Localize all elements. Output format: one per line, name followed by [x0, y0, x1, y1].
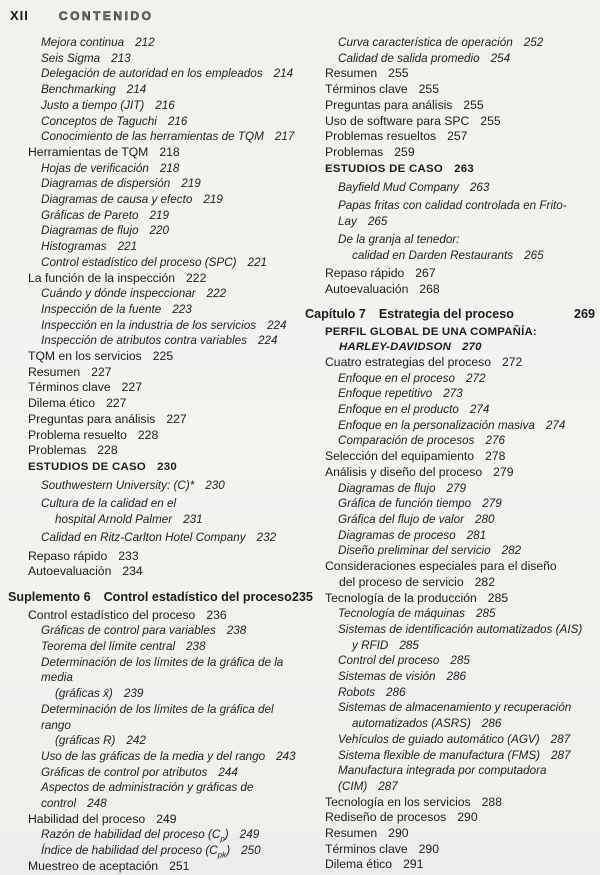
- entry-title: Preguntas para análisis: [28, 411, 156, 426]
- page-ref: 218: [159, 161, 180, 175]
- toc-entry: [8, 365, 300, 381]
- page-ref: 255: [463, 97, 484, 112]
- entry-title: Habilidad del proceso: [28, 811, 146, 826]
- toc-entry: [305, 512, 597, 528]
- entry-title: Vehículos de guiado automático (AGV): [338, 732, 540, 746]
- page-ref: 221: [117, 240, 138, 254]
- page-ref: 287: [551, 748, 571, 762]
- entry-title: Términos clave: [325, 82, 408, 97]
- entry-title-cont: HARLEY-DAVIDSON 270: [339, 340, 482, 353]
- entry-title: Selección del equipamiento: [325, 449, 475, 464]
- page-ref: 227: [91, 364, 112, 379]
- page-ref: 249: [239, 828, 260, 842]
- page-ref: 259: [394, 144, 415, 159]
- toc-entry: [8, 749, 300, 765]
- toc-entry: [8, 812, 300, 828]
- entry-title: TQM en los servicios: [28, 349, 142, 364]
- toc-entry: [305, 371, 597, 387]
- entry-title: Tecnología de máquinas: [338, 607, 465, 621]
- page-ref: 257: [447, 129, 468, 144]
- entry-title: Problemas: [325, 144, 384, 159]
- entry-title: Histogramas: [41, 240, 107, 254]
- page-ref: 263: [454, 162, 474, 175]
- entry-title: Índice de habilidad del proceso $(C_{pk})$: [41, 844, 231, 860]
- entry-title-cont: (gráficas x̄) 239: [55, 687, 144, 701]
- entry-title: Diagramas de flujo: [338, 481, 436, 495]
- entry-title: Calidad de salida promedio: [338, 51, 480, 65]
- entry-title: Bayfield Mud Company: [338, 180, 459, 194]
- entry-title: Problemas: [28, 443, 87, 458]
- page-ref: 267: [415, 265, 436, 280]
- page-ref: 219: [203, 193, 223, 207]
- toc-entry: [8, 443, 300, 459]
- toc-entry: [305, 591, 597, 607]
- entry-title: Diagramas de flujo: [41, 224, 139, 238]
- page-ref: 285: [475, 607, 496, 621]
- toc-entry: [8, 35, 300, 51]
- running-head: CONTENIDO: [58, 9, 154, 23]
- entry-title: Tecnología en los servicios: [325, 794, 471, 809]
- page-ref: 279: [482, 497, 502, 511]
- toc-entry: [8, 82, 300, 98]
- page-ref: 265: [524, 248, 544, 262]
- page-ref: 227: [121, 380, 142, 395]
- toc-entry: [305, 433, 597, 449]
- page-ref: 279: [493, 464, 514, 479]
- entry-title: Gráfica del flujo de valor: [338, 512, 465, 526]
- toc-entry: [8, 380, 300, 396]
- page-ref: 248: [87, 797, 107, 811]
- page-ref: 225: [152, 349, 174, 364]
- page-ref: 214: [273, 67, 294, 81]
- page-ref: 214: [126, 83, 147, 97]
- page-ref: 230: [205, 479, 225, 493]
- toc-entry: [305, 700, 597, 731]
- entry-title: Preguntas para análisis: [325, 97, 453, 112]
- page-ref: 263: [469, 180, 490, 194]
- entry-title: Manufactura integrada por computadora (CIM): [338, 764, 547, 793]
- page-ref: 219: [149, 208, 169, 222]
- toc-entry: [305, 465, 597, 481]
- page-ref: 270: [462, 340, 482, 353]
- entry-title: La función de la inspección: [28, 270, 176, 285]
- page-ref: 222: [186, 270, 207, 285]
- page-ref: 285: [487, 590, 509, 605]
- entry-title: Papas fritas con calidad controlada en Frito-Lay: [338, 199, 567, 228]
- toc-entry: [8, 271, 300, 287]
- page-ref: 217: [274, 130, 295, 144]
- toc-entry: [8, 129, 300, 145]
- toc-entry: [305, 685, 597, 701]
- page-ref: 244: [218, 765, 238, 779]
- page-ref: 287: [550, 732, 571, 746]
- page-ref: 269: [573, 307, 595, 322]
- entry-title: Southwestern University: (C)*: [41, 479, 195, 493]
- toc-entry: [305, 145, 597, 161]
- entry-title: Gráficas de control por atributos: [41, 765, 208, 779]
- toc-entry: [305, 51, 597, 67]
- toc-entry: [8, 192, 300, 208]
- toc-entry: [305, 355, 597, 371]
- page-ref: 227: [106, 396, 127, 411]
- entry-title: Diseño preliminar del servicio: [338, 544, 491, 558]
- entry-title: Justo a tiempo (JIT): [41, 98, 145, 112]
- entry-title: Sistemas de identificación automatizados (AIS): [338, 622, 583, 636]
- toc-entry: [305, 810, 597, 826]
- page-ref: 213: [111, 51, 131, 65]
- entry-title: Autoevaluación: [28, 564, 112, 579]
- page-ref: 250: [241, 844, 261, 858]
- entry-title: Enfoque en el producto: [338, 403, 459, 417]
- page-ref: 221: [247, 255, 268, 269]
- page-ref: 220: [149, 224, 169, 238]
- page-ref: 268: [419, 281, 440, 296]
- entry-title: Razón de habilidad del proceso $(C_p)$: [41, 828, 229, 844]
- toc-entry: [305, 622, 597, 653]
- entry-title-cont: hospital Arnold Palmer 231: [55, 513, 203, 527]
- entry-title: Teorema del límite central: [41, 640, 176, 654]
- entry-title: Comparación de procesos: [338, 434, 475, 448]
- entry-title: Términos clave: [325, 841, 408, 856]
- entry-title: Términos clave: [28, 380, 111, 395]
- toc-entry: [305, 559, 597, 590]
- page-ref: 216: [155, 98, 175, 112]
- chapter-title: Control estadístico del proceso: [103, 589, 292, 604]
- toc-entry: [8, 655, 300, 702]
- page-ref: 282: [501, 544, 522, 558]
- entry-title: Determinación de los límites de la gráfica del rango: [41, 702, 274, 732]
- toc-entry: [8, 428, 300, 444]
- entry-title: Calidad en Ritz-Carlton Hotel Company: [41, 531, 246, 545]
- entry-title: Delegación de autoridad en los empleados: [41, 67, 263, 81]
- entry-title: Gráficas de control para variables: [41, 624, 216, 638]
- entry-title: Control estadístico del proceso: [28, 607, 196, 622]
- entry-title: Conceptos de Taguchi: [41, 114, 157, 128]
- toc-entry: [305, 98, 597, 114]
- toc-entry: [305, 763, 597, 794]
- page-ref: 274: [469, 403, 490, 417]
- toc-entry: [8, 859, 300, 875]
- entry-title: Conocimiento de las herramientas de TQM: [41, 130, 264, 144]
- page-ref: 291: [403, 857, 424, 872]
- entry-title: Diagramas de dispersión: [41, 177, 171, 191]
- toc-entry: [305, 418, 597, 434]
- page-ref: 272: [465, 371, 486, 385]
- toc-entry: [305, 66, 597, 82]
- page-ref: 238: [226, 624, 247, 638]
- page-ref: 286: [481, 717, 502, 731]
- entry-title: Tecnología de la producción: [325, 590, 477, 605]
- entry-title: Sistemas de visión: [338, 670, 436, 684]
- toc-entry: [305, 481, 597, 497]
- entry-title: Autoevaluación: [325, 281, 409, 296]
- entry-title: Dilema ético: [28, 396, 96, 411]
- page-ref: 281: [466, 528, 487, 542]
- page-ref: 232: [256, 531, 277, 545]
- toc-right-column: [305, 35, 597, 873]
- toc-entry: [8, 549, 300, 565]
- page-ref: 290: [457, 810, 478, 825]
- entry-title: De la granja al tenedor:: [338, 232, 460, 246]
- page-ref: 228: [137, 427, 159, 442]
- toc-entry: [305, 826, 597, 842]
- page-ref: 288: [481, 794, 502, 809]
- page-ref: 239: [123, 687, 144, 701]
- page-ref: 287: [378, 779, 398, 793]
- page-ref: 290: [388, 826, 409, 841]
- toc-entry: [8, 623, 300, 639]
- page-ref: 280: [475, 512, 495, 526]
- toc-entry: [305, 35, 597, 51]
- entry-title: Cuándo y dónde inspeccionar: [41, 287, 196, 301]
- toc-entry: [8, 496, 300, 527]
- toc-entry: [305, 180, 597, 196]
- entry-title: Repaso rápido: [28, 548, 108, 563]
- toc-entry: [8, 564, 300, 580]
- page-ref: 286: [446, 670, 466, 684]
- page-ref: 285: [450, 654, 470, 668]
- page-ref: 243: [276, 749, 296, 763]
- toc-entry: [305, 653, 597, 669]
- chapter-title: Estrategia del proceso: [378, 307, 514, 322]
- toc-entry: [8, 66, 300, 82]
- entry-title: PERFIL GLOBAL DE UNA COMPAÑÍA:: [325, 325, 537, 338]
- page-ref: 265: [367, 214, 388, 228]
- page-ref: 286: [386, 685, 406, 699]
- toc-entry: [8, 349, 300, 365]
- entry-title-cont: (gráficas R) 242: [55, 734, 146, 748]
- toc-entry: [305, 266, 597, 282]
- toc-entry: [305, 129, 597, 145]
- toc-entry: [8, 51, 300, 67]
- page-ref: 255: [480, 113, 501, 128]
- toc-entry: [8, 608, 300, 624]
- chapter-number: Capítulo 7: [305, 307, 366, 322]
- entry-title: Determinación de los límites de la gráfica de la media: [41, 655, 284, 685]
- page-ref: 285: [399, 638, 419, 652]
- toc-entry: [305, 402, 597, 418]
- page-ref: 255: [388, 66, 409, 81]
- page-ref: 273: [443, 387, 463, 401]
- toc-entry: [8, 412, 300, 428]
- toc-entry: [305, 282, 597, 298]
- entry-title: Cultura de la calidad en el: [41, 497, 177, 511]
- toc-entry: [305, 669, 597, 685]
- toc-entry: [8, 161, 300, 177]
- entry-title: Resumen: [28, 364, 81, 379]
- entry-title: Dilema ético: [325, 857, 393, 872]
- entry-title: Curva característica de operación: [338, 36, 513, 49]
- entry-title: Gráficas de Pareto: [41, 208, 139, 222]
- entry-title: Inspección de atributos contra variables: [41, 334, 247, 348]
- page-header: [10, 8, 153, 23]
- toc-entry: [305, 606, 597, 622]
- entry-title: Enfoque en el proceso: [338, 371, 455, 385]
- entry-title: Control estadístico del proceso (SPC): [41, 255, 237, 269]
- toc-entry: [8, 255, 300, 271]
- entry-title: Diagramas de proceso: [338, 528, 456, 542]
- toc-entry: [8, 780, 300, 811]
- entry-title: Robots: [338, 685, 376, 699]
- entry-title: Muestreo de aceptación: [28, 858, 159, 873]
- entry-title: Inspección de la fuente: [41, 302, 162, 316]
- page-number-roman: XII: [10, 8, 29, 23]
- page-ref: 219: [181, 177, 201, 191]
- entry-title: Resumen: [325, 826, 378, 841]
- entry-title: Uso de las gráficas de la media y del rango: [41, 749, 266, 763]
- entry-title: Benchmarking: [41, 83, 116, 97]
- entry-title: Rediseño de procesos: [325, 810, 447, 825]
- toc-entry: [305, 543, 597, 559]
- toc-entry: [305, 114, 597, 130]
- page-ref: 235: [291, 589, 313, 604]
- page-ref: 234: [122, 564, 143, 579]
- chapter-number: Suplemento 6: [8, 589, 91, 604]
- entry-title-cont: automatizados (ASRS) 286: [352, 717, 502, 731]
- toc-entry: [8, 396, 300, 412]
- entry-title: Uso de software para SPC: [325, 113, 470, 128]
- entry-title: Sistemas de almacenamiento y recuperación: [338, 701, 572, 715]
- entry-title-cont: del proceso de servicio 282: [339, 574, 495, 589]
- page-ref: 212: [135, 36, 155, 49]
- toc-entry: [305, 82, 597, 98]
- toc-entry: [305, 857, 597, 873]
- entry-title: ESTUDIOS DE CASO: [28, 460, 147, 473]
- toc-entry: [8, 176, 300, 192]
- toc-entry: [305, 325, 597, 355]
- entry-title: Gráfica de función tiempo: [338, 497, 472, 511]
- entry-title: Sistema flexible de manufactura (FMS): [338, 748, 541, 762]
- entry-title: Control del proceso: [338, 654, 440, 668]
- page-ref: 227: [166, 411, 187, 426]
- toc-entry: [8, 145, 300, 161]
- toc-entry: [8, 333, 300, 349]
- page-ref: 249: [156, 811, 177, 826]
- toc-entry: [305, 449, 597, 465]
- toc-entry: [8, 98, 300, 114]
- toc-entry: [8, 208, 300, 224]
- page-ref: 218: [159, 144, 180, 159]
- toc-section-heading: [305, 162, 597, 178]
- entry-title: Enfoque repetitivo: [338, 387, 433, 401]
- page-ref: 290: [418, 841, 439, 856]
- toc-entry: [305, 732, 597, 748]
- toc-section-heading: [8, 460, 300, 476]
- toc-entry: [8, 530, 300, 546]
- entry-title: Consideraciones especiales para el diseño: [325, 559, 557, 574]
- entry-title: Herramientas de TQM: [28, 144, 149, 159]
- page-ref: 233: [118, 548, 139, 563]
- toc-entry: [305, 795, 597, 811]
- toc-entry: [8, 302, 300, 318]
- entry-title: Inspección en la industria de los servicios: [41, 318, 257, 332]
- toc-chapter-heading: [8, 589, 313, 606]
- entry-title: Aspectos de administración y gráficas de control: [41, 781, 254, 811]
- toc-entry: [305, 198, 597, 229]
- entry-title: Mejora continua: [41, 36, 125, 49]
- page-ref: 279: [446, 481, 466, 495]
- page-ref: 223: [172, 302, 192, 316]
- toc-entry: [305, 496, 597, 512]
- toc-chapter-heading: [305, 307, 597, 323]
- page-ref: 282: [474, 574, 495, 589]
- page-ref: 274: [545, 418, 566, 432]
- toc-entry: [305, 528, 597, 544]
- page-ref: 222: [206, 287, 227, 301]
- toc-entry: [8, 114, 300, 130]
- toc-entry: [8, 843, 300, 859]
- page-ref: 236: [206, 607, 227, 622]
- toc-entry: [8, 827, 300, 843]
- page-ref: 230: [157, 460, 177, 473]
- toc-entry: [305, 386, 597, 402]
- entry-title: Diagramas de causa y efecto: [41, 193, 193, 207]
- entry-title-cont: calidad en Darden Restaurants 265: [352, 248, 544, 262]
- entry-title: Resumen: [325, 66, 378, 81]
- toc-entry: [8, 223, 300, 239]
- toc-entry: [305, 232, 597, 263]
- page-ref: 216: [167, 114, 188, 128]
- page-ref: 276: [485, 434, 505, 448]
- page-ref: 224: [257, 334, 278, 348]
- toc-entry: [8, 478, 300, 494]
- entry-title-cont: y RFID 285: [352, 638, 419, 652]
- page-ref: 238: [186, 640, 206, 654]
- entry-title: ESTUDIOS DE CASO: [325, 162, 444, 175]
- entry-title: Enfoque en la personalización masiva: [338, 418, 535, 432]
- entry-title: Cuatro estrategias del proceso: [325, 354, 491, 369]
- toc-entry: [8, 639, 300, 655]
- toc-entry: [8, 318, 300, 334]
- page-ref: 272: [501, 354, 523, 369]
- page-ref: 278: [485, 449, 506, 464]
- toc-entry: [305, 842, 597, 858]
- page-ref: 254: [490, 51, 511, 65]
- toc-entry: [8, 286, 300, 302]
- page-ref: 242: [126, 734, 146, 748]
- toc-entry: [305, 748, 597, 764]
- entry-title: Problemas resueltos: [325, 129, 437, 144]
- entry-title: Análisis y diseño del proceso: [325, 464, 483, 479]
- toc-entry: [8, 765, 300, 781]
- entry-title: Problema resuelto: [28, 427, 127, 442]
- page-ref: 231: [183, 513, 203, 527]
- entry-title: Hojas de verificación: [41, 161, 149, 175]
- page-ref: 252: [523, 36, 544, 49]
- page-ref: 251: [169, 858, 190, 873]
- page-ref: 255: [418, 82, 439, 97]
- entry-title: Seis Sigma: [41, 51, 101, 65]
- page-ref: 228: [97, 443, 118, 458]
- page-ref: 224: [267, 318, 287, 332]
- toc-left-column: [8, 35, 313, 875]
- entry-title: Repaso rápido: [325, 265, 405, 280]
- toc-entry: [8, 702, 300, 749]
- toc-entry: [8, 239, 300, 255]
